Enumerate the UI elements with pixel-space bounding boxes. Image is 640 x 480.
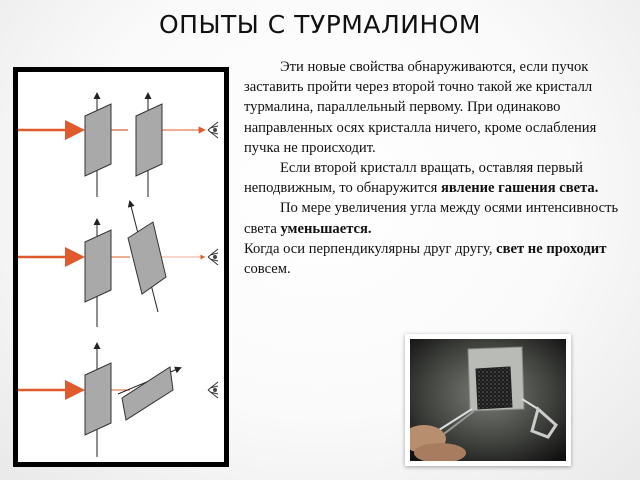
paragraph-rotation bbox=[244, 158, 624, 198]
experiment-row-rotated bbox=[18, 202, 218, 327]
crystal-photo bbox=[410, 339, 566, 461]
paragraph-perpendicular-end: совсем. bbox=[244, 261, 291, 278]
paragraph-perpendicular bbox=[244, 239, 624, 279]
paragraph-angle bbox=[244, 198, 624, 238]
paragraph-perpendicular-text: Когда оси перпендикулярны друг другу, bbox=[244, 240, 497, 257]
experiment-diagram bbox=[18, 72, 224, 462]
eye-icon bbox=[208, 249, 218, 265]
experiment-row-perpendicular bbox=[18, 344, 218, 457]
extinction-term: явление гашения света. bbox=[440, 180, 599, 197]
eye-icon bbox=[208, 122, 218, 138]
decreases-term: уменьшается. bbox=[280, 220, 372, 237]
experiment-diagram-frame bbox=[13, 67, 229, 467]
explanation-text bbox=[244, 57, 624, 279]
paragraph-rotation-text: Если второй кристалл вращать, оставляя первый неподвижным, то обнаружится bbox=[244, 160, 583, 197]
no-light-term: свет не проходит bbox=[496, 240, 607, 257]
slide-title: ОПЫТЫ С ТУРМАЛИНОМ bbox=[158, 10, 481, 39]
eye-icon bbox=[208, 382, 218, 398]
crystal-photo-frame bbox=[405, 334, 571, 466]
paragraph-parallel: Эти новые свойства обнаруживаются, если пучок заставить пройти через второй точно такой же кристалл турмалина, параллельный первому. При одинаково направленных осях кристалла ничего, кроме ослабления пучка не происходит. bbox=[244, 59, 597, 156]
experiment-row-parallel bbox=[18, 94, 218, 197]
paragraph-angle-text: По мере увеличения угла между осями интенсивность света bbox=[244, 200, 619, 237]
